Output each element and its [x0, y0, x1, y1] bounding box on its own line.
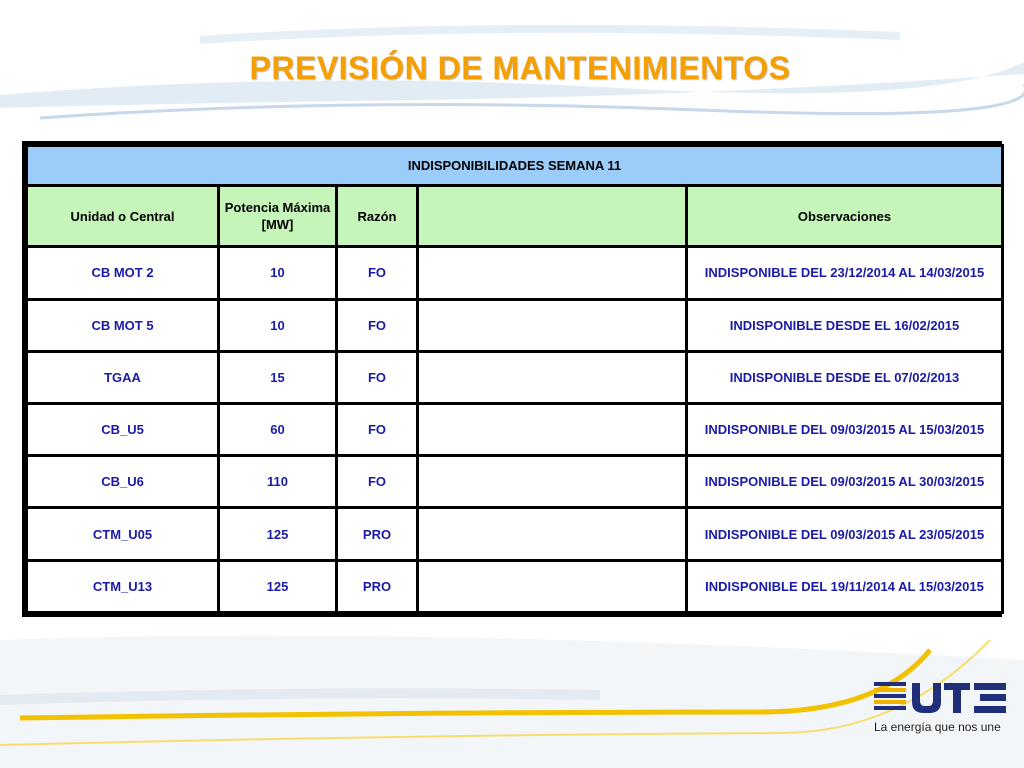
cell-unit: TGAA [28, 353, 217, 402]
cell-blank [419, 405, 685, 454]
cell-power: 110 [220, 457, 335, 506]
table-row [28, 562, 1001, 611]
cell-reason: FO [338, 301, 416, 350]
cell-unit: CB MOT 2 [28, 248, 217, 297]
table-row [28, 353, 1001, 402]
cell-observations: INDISPONIBLE DEL 23/12/2014 AL 14/03/2015 [688, 248, 1001, 297]
cell-unit: CB_U6 [28, 457, 217, 506]
cell-unit: CTM_U05 [28, 509, 217, 558]
unavailability-table [22, 141, 1002, 617]
cell-unit: CB_U5 [28, 405, 217, 454]
cell-power: 60 [220, 405, 335, 454]
header-power: Potencia Máxima [MW] [220, 187, 335, 245]
table-row [28, 457, 1001, 506]
ute-logo-icon [874, 680, 1009, 716]
table-row [28, 248, 1001, 297]
cell-observations: INDISPONIBLE DEL 19/11/2014 AL 15/03/2015 [688, 562, 1001, 611]
cell-power: 10 [220, 248, 335, 297]
cell-blank [419, 248, 685, 297]
cell-power: 125 [220, 562, 335, 611]
cell-observations: INDISPONIBLE DEL 09/03/2015 AL 15/03/2015 [688, 405, 1001, 454]
header-observations: Observaciones [688, 187, 1001, 245]
table-row [28, 509, 1001, 558]
table-banner: INDISPONIBILIDADES SEMANA 11 [28, 147, 1001, 184]
table-row [28, 301, 1001, 350]
header-reason: Razón [338, 187, 416, 245]
cell-power: 10 [220, 301, 335, 350]
cell-unit: CB MOT 5 [28, 301, 217, 350]
table-banner-row [28, 147, 1001, 184]
cell-observations: INDISPONIBLE DESDE EL 16/02/2015 [688, 301, 1001, 350]
cell-blank [419, 353, 685, 402]
cell-reason: FO [338, 457, 416, 506]
cell-blank [419, 301, 685, 350]
table-header-row [28, 187, 1001, 245]
cell-reason: PRO [338, 509, 416, 558]
header-blank [419, 187, 685, 245]
cell-power: 15 [220, 353, 335, 402]
cell-reason: FO [338, 248, 416, 297]
header-unit: Unidad o Central [28, 187, 217, 245]
cell-blank [419, 457, 685, 506]
logo-tagline: La energía que nos une [874, 720, 1001, 734]
cell-observations: INDISPONIBLE DEL 09/03/2015 AL 23/05/2015 [688, 509, 1001, 558]
cell-reason: PRO [338, 562, 416, 611]
cell-power: 125 [220, 509, 335, 558]
ute-logo [874, 680, 1014, 740]
cell-observations: INDISPONIBLE DEL 09/03/2015 AL 30/03/2015 [688, 457, 1001, 506]
cell-unit: CTM_U13 [28, 562, 217, 611]
cell-reason: FO [338, 405, 416, 454]
page-title: PREVISIÓN DE MANTENIMIENTOS [249, 50, 791, 86]
cell-reason: FO [338, 353, 416, 402]
cell-blank [419, 509, 685, 558]
cell-blank [419, 562, 685, 611]
table-row [28, 405, 1001, 454]
cell-observations: INDISPONIBLE DESDE EL 07/02/2013 [688, 353, 1001, 402]
